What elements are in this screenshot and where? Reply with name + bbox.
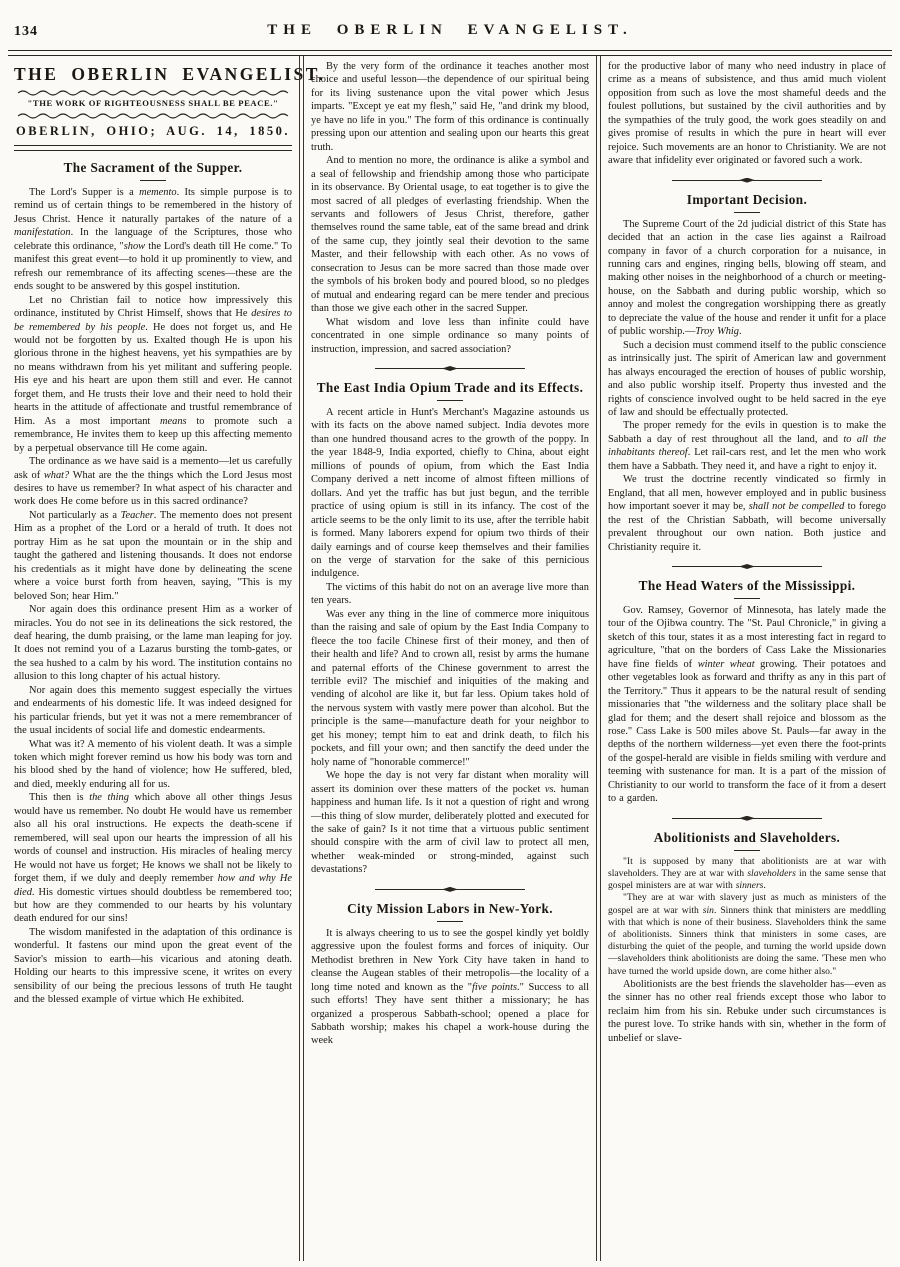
paragraph: Such a decision must commend itself to the public conscience as intrinsically just. The spirit of American law and government has always encouraged the erection of houses of public worship, and also public worship itself. Property thus invested and the rights of conscience involved ought to be held sacred in the eye of law and should be effectually protected. xyxy=(608,339,886,418)
headline-dash xyxy=(437,400,463,401)
divider-diamond-icon xyxy=(442,887,458,892)
headline-dash xyxy=(140,180,166,181)
masthead-motto: "THE WORK OF RIGHTEOUSNESS SHALL BE PEACE." xyxy=(27,98,279,108)
column-right-articles xyxy=(608,60,886,1045)
paragraph: Was ever any thing in the line of commerce more iniquitous than the raising and sale of opium by the East India Company to fleece the too facile Chinese first of their money, and then of their health and life? And to crown all, resist by arms the humane and paternal efforts of the Chinese government to arrest the terrible evil? The mischief and iniquities of the making and vending of alcohol are like it, but far less. Opium takes hold of the nervous system with vastly mere power than alcohol. But the principle is the same—manufacture death for your neighbor to get his money; tempt him to eat and drink death, to filch his pockets, and fill your own; and then sanctify the deed under the holy name of "honorable commerce!" xyxy=(311,608,589,768)
paragraph: "They are at war with slavery just as much as ministers of the gospel are at war with sin. Sinners think that ministers are meddling with that which is none of their business. Slaveholders think the same of abolitionists. Sinners think that ministers in some cases, are disturbing the quiet of the people, and turning the world upside down—slaveholders think abolitionists are doing the same. 'These men who have turned the world upside down, are come hither also." xyxy=(608,892,886,977)
masthead-rule xyxy=(14,145,292,151)
section-divider xyxy=(672,564,822,569)
masthead-title: THE OBERLIN EVANGELIST. xyxy=(14,64,326,84)
divider-diamond-icon xyxy=(442,366,458,371)
page-header xyxy=(0,0,900,50)
section-divider xyxy=(672,178,822,183)
section-divider xyxy=(672,816,822,821)
paragraph: The victims of this habit do not on an average live more than ten years. xyxy=(311,581,589,607)
divider-diamond-icon xyxy=(739,178,755,183)
paragraph: The proper remedy for the evils in question is to make the Sabbath a day of rest throughout all the land, and to all the inhabitants thereof. Let rail-cars rest, and let the men who work them have a Sabbath. They need it, and have a right to enjoy it. xyxy=(608,420,886,472)
column-middle xyxy=(305,56,595,1261)
article-title: Abolitionists and Slaveholders. xyxy=(608,830,886,851)
column-separator xyxy=(299,56,304,1261)
headline-dash xyxy=(734,212,760,213)
headline-dash xyxy=(734,598,760,599)
paragraph: A recent article in Hunt's Merchant's Magazine astounds us with its facts on the above named subject. India devotes more than one hundred thousand acres to the growth of the poppy. In the year 1848-9, India exported, chiefly to China, about eight millions of pounds of opium, from which the East India Company derived a nett income of almost fifteen millions of dollars. And yet the traffic has but just begun, and the terrible practice of using opium is still in its infancy. The cost of the article seems to be the only limit to its use, after the terrible habit is formed. Many laborers expend for opium two thirds of their daily earnings and of course keep themselves and their families on the verge of starvation for the sake of this pernicious indulgence. xyxy=(311,406,589,580)
paragraph: We trust the doctrine recently vindicated so firmly in England, that all men, however employed and in public business how important soever it may be, shall not be compelled to forego the rest of the Christian Sabbath, will become universally prevalent throughout our own nation. Both justice and Christianity require it. xyxy=(608,474,886,553)
columns xyxy=(0,56,900,1261)
divider-diamond-icon xyxy=(739,816,755,821)
paragraph: And to mention no more, the ordinance is alike a symbol and a seal of fellowship and friendship among those who participate in its observance. By Oriental usage, to eat together is to give the most sacred of all pledges of everlasting friendship. When the servants and followers of Jesus Christ, therefore, gather themselves round the same table, eat of the same bread and drink of the same cup, they jointly seal their devotion to the same Master, and their fellowship with each other. As no vows of consecration to Jesus can be more sacred than those made over the symbols of his broken body and poured blood, so no pledges of mutual and endearing regard can be mere tender and precious than those we give each other in the sacred Supper. xyxy=(311,155,589,315)
paragraph: By the very form of the ordinance it teaches another most choice and useful lesson—the dependence of our spiritual being for its living sustenance upon the vital power which Jesus imparts. "Except ye eat my flesh," said He, "and drink my blood, ye have no life in you." The form of this ordinance is continually pressing upon our attention and sealing upon our hearts this great truth. xyxy=(311,61,589,153)
article-title: The Head Waters of the Mississippi. xyxy=(608,578,886,599)
masthead-dateline: OBERLIN, OHIO; AUG. 14, 1850. xyxy=(16,124,290,138)
column-separator xyxy=(596,56,601,1261)
running-title: THE OBERLIN EVANGELIST. xyxy=(267,22,633,38)
paragraph: This then is the thing which above all other things Jesus would have us remember. No doubt He would have us remember also all his oral instructions. He expects the death-scene if remembered, will seal upon our hearts the impression of all his words of counsel and instruction. His miracles of healing mercy He would not have us forget; He knows we shall not be likely to forget them, if we duly and deeply remember how and why He died. His domestic virtues should doubtless be remembered too; but how are they commended to our hearts by his voluntary death endured for our sins! xyxy=(14,792,292,925)
column-right xyxy=(602,56,892,1261)
paragraph: The Supreme Court of the 2d judicial district of this State has decided that an action in the case lies against a Railroad company in favor of a church corporation for a nuisance, in running cars and engines, ringing bells, blowing off steam, and making other noises in the neighborhood of a church or meeting-house, on the Sabbath and during public worship, which so annoy and molest the congregation worshipping there as greatly to depreciate the value of the house and render it unfit for a place of public worship.—Troy Whig. xyxy=(608,218,886,338)
article-title: The Sacrament of the Supper. xyxy=(14,160,292,181)
headline-dash xyxy=(437,921,463,922)
section-divider xyxy=(375,887,525,892)
paragraph: What wisdom and love less than infinite could have concentrated in one simple ordinance so many points of instruction, impression, and sacred association? xyxy=(311,316,589,355)
column-middle-articles xyxy=(311,60,589,1048)
paragraph: Abolitionists are the best friends the slaveholder has—even as the sinner has no other real friends except those who labor to reclaim him from his sin. Rebuke under such circumstances is the purest love. To strike hands with sin, whether in the form of unbelief or slave- xyxy=(608,978,886,1044)
headline-dash xyxy=(734,850,760,851)
wavy-rule-icon xyxy=(17,88,289,96)
article-title: Important Decision. xyxy=(608,192,886,213)
paragraph: We hope the day is not very far distant when morality will assert its dominion over these matters of the pocket vs. human happiness and human life. Is it not a question of right and wrong—this thing of slow murder, deliberately plotted and executed for the sake of gain? Is it not time that a virtuous public sentiment should conspire with the arm of civil law to protect all men, whether weak-minded or strong-minded, against such devastations? xyxy=(311,770,589,876)
masthead xyxy=(14,60,326,151)
paragraph: Nor again does this memento suggest especially the virtues and endearments of his domestic life. It was indeed designed for his particular friends, but yet it was not a mere remembrancer of the usual incidents of social life and domestic endearments. xyxy=(14,684,292,737)
paragraph: The wisdom manifested in the adaptation of this ordinance is wonderful. It fastens our mind upon the great event of the Savior's mission to earth—his vicarious and atoning death. Holding our hearts to this impressive scene, it writes on every sensibility of our being the precious lessons of truth He taught and the blessed example of virtue which He exhibited. xyxy=(14,926,292,1006)
page-number: 134 xyxy=(14,24,38,39)
paragraph: Gov. Ramsey, Governor of Minnesota, has lately made the tour of the Ojibwa country. The "St. Paul Chronicle," in giving a sketch of this tour, states it as a most interesting fact in regard to agriculture, "that on the borders of Cass Lake the Missionaries have fine fields of winter wheat growing. Their potatoes and other vegetables look as forward and thrifty as any in this part of the Territory." Thus it appears to be the natural result of sending missionaries that "the wilderness and the solitary place shall be glad for them; and the desert shall rejoice and blossom as the rose." Cass Lake is 500 miles above St. Pauls—far away in the depths of the northern wilderness—yet even there the foot-prints of the gospel-herald are visible in fields smiling with verdure and teeming with sustenance for man. It is a part of the mission of Christianity to our world to transform the face of it from a desert to a garden. xyxy=(608,604,886,805)
article-title: The East India Opium Trade and its Effects. xyxy=(311,380,589,401)
article-title: City Mission Labors in New-York. xyxy=(311,901,589,922)
paragraph: Nor again does this ordinance present Him as a worker of miracles. You do not see in its delineations the sick restored, the deaf hearing, the dumb praising, or the lame man leaping for joy. It does not remind you of a Lazarus bursting the tomb-gates, or the sea hushed to a calm by his word. The institution contains no allusion to this long chapter of his actual history. xyxy=(14,604,292,683)
column-left-articles xyxy=(14,160,292,1007)
paragraph: What was it? A memento of his violent death. It was a simple token which might forever remind us how his body was torn and his blood shed by the hand of violence; how He suffered, bled, and died, meekly enduring all for us. xyxy=(14,738,292,790)
wavy-rule-icon xyxy=(17,111,289,119)
paragraph: Not particularly as a Teacher. The memento does not present Him as a prophet of the Lord or a herald of truth. It does not portray Him as he sat upon the mountain or in the ship and taught the gathered and listening thousands. It does not endorse his credentials as it might have done by delineating the scene where a voice burst forth from heaven, saying, "This is my beloved Son; hear Him." xyxy=(14,509,292,602)
paragraph: "It is supposed by many that abolitionists are at war with slaveholders. They are at war with slaveholders in the same sense that gospel ministers are at war with sinners. xyxy=(608,855,886,892)
section-divider xyxy=(375,366,525,371)
column-left xyxy=(8,56,326,1261)
paragraph: Let no Christian fail to notice how impressively this ordinance, instituted by Christ Himself, shows that He desires to be remembered by his people. He does not forget us, and He would not be forgotten by us. Exalted though He is upon his glorious throne in the highest heavens, yet his sympathies are by no means withdrawn from his yet militant and suffering people. His eye and his heart are upon them still and ever. He cannot forget them, and He trusts their love and their need to hold their hearts in the attitude of affectionate and trustful remembrance of Him. As a most important means to promote such a remembrance, He invites them to keep up this affecting memento by a perpetual observance till He come again. xyxy=(14,294,292,454)
divider-diamond-icon xyxy=(739,564,755,569)
paragraph: It is always cheering to us to see the gospel kindly yet boldly aggressive upon the foulest forms and forces of iniquity. Our Methodist brethren in New York City have taken in hand to cleanse the Augean stables of their metropolis—the locality of a long time noted and known as the "five points." Success to all such efforts! They have sent thither a missionary; he has organized a prosperous Sabbath-school; opened a place for Sabbath worship; makes his chapel a work-house during the week xyxy=(311,927,590,1047)
paragraph: The ordinance as we have said is a memento—let us carefully ask of what? What are the the things which the Lord Jesus most desires to have us remember? In what aspect of his character and work does He come before us in this sacred ordinance? xyxy=(14,456,293,508)
paragraph: for the productive labor of many who need industry in place of crime as a means of subsistence, and thus amid much violent opposition from such as love the most shameful deeds and the foulest pollutions, but sustained by the civil authorities and by the sympathies of the truly good, the work goes steadily on and gives promise of results in which the pure in heart will ever rejoice. Such movements are an honor to Christianity. We are not aware that infidelity ever originated or favored such a work. xyxy=(608,61,886,167)
paragraph: The Lord's Supper is a memento. Its simple purpose is to remind us of certain things to be remembered in the history of Jesus Christ. Hence it naturally partakes of the nature of a manifestation. In the language of the Scriptures, those who celebrate this ordinance, "show the Lord's death till He come." To manifest this great event—to hold it up prominently to view, and refresh our remembrance of its affecting scenes—these are the ends sought to be answered by this gospel institution. xyxy=(14,187,292,293)
